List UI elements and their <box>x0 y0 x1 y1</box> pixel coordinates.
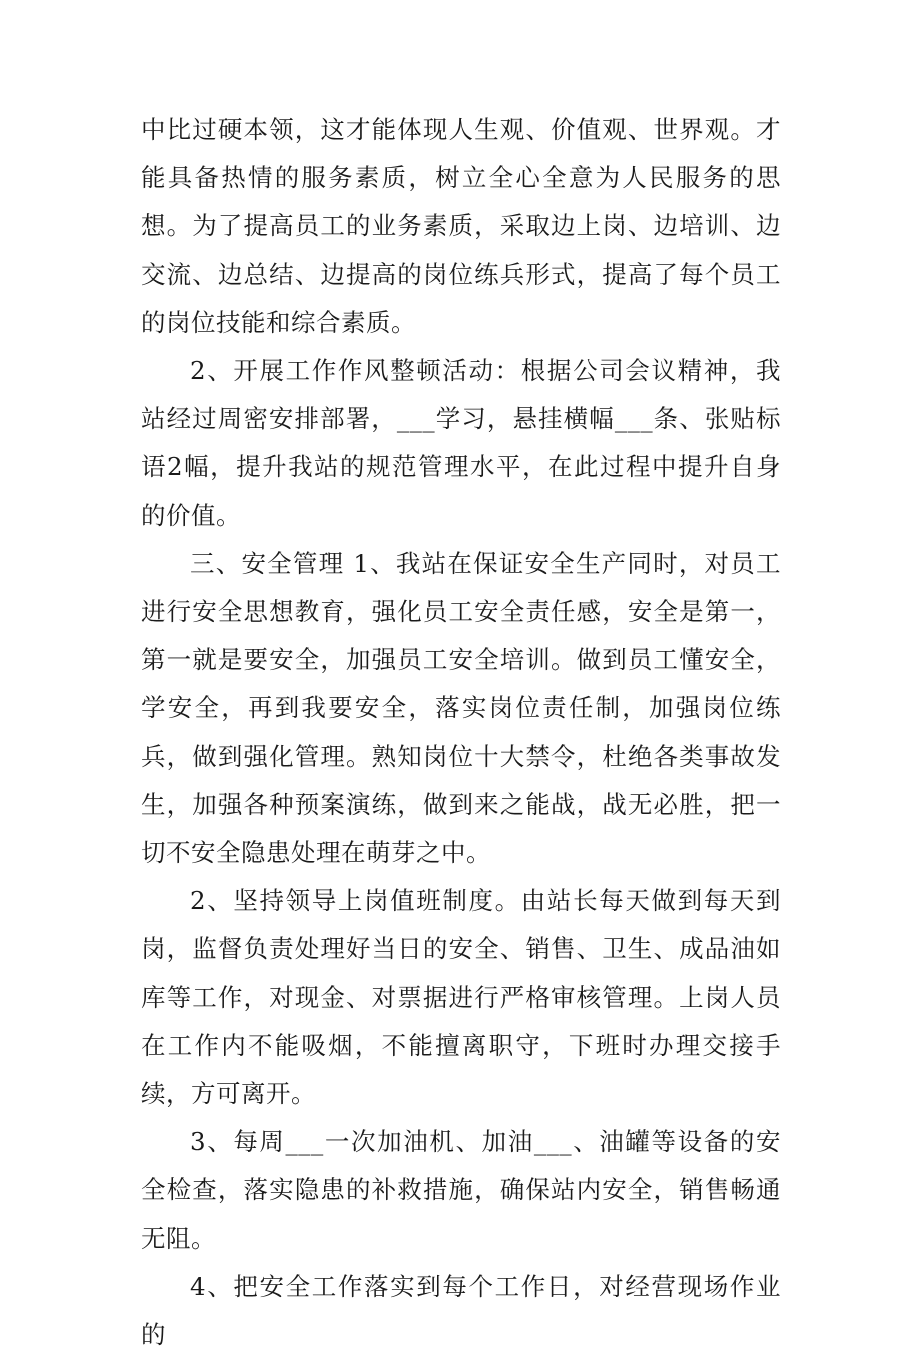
paragraph-1: 中比过硬本领，这才能体现人生观、价值观、世界观。才能具备热情的服务素质，树立全心全意为人民服务的思想。为了提高员工的业务素质，采取边上岗、边培训、边交流、边总结、边提高的岗位练兵形式，提高了每个员工的岗位技能和综合素质。 <box>141 115 781 337</box>
paragraph-6: 4、把安全工作落实到每个工作日，对经营现场作业的 <box>141 1271 781 1350</box>
paragraph-2: 2、开展工作作风整顿活动：根据公司会议精神，我站经过周密安排部署，___学习，悬挂横幅___条、张贴标语2幅，提升我站的规范管理水平，在此过程中提升自身的价值。 <box>141 356 781 530</box>
paragraph-5: 3、每周___一次加油机、加油___、油罐等设备的安全检查，落实隐患的补救措施，确保站内安全，销售畅通无阻。 <box>141 1127 781 1253</box>
paragraph-4: 2、坚持领导上岗值班制度。由站长每天做到每天到岗，监督负责处理好当日的安全、销售、卫生、成品油如库等工作，对现金、对票据进行严格审核管理。上岗人员在工作内不能吸烟，不能擅离职守，下班时办理交接手续，方可离开。 <box>141 886 781 1109</box>
document-body <box>141 106 781 1359</box>
paragraph-3: 三、安全管理 1、我站在保证安全生产同时，对员工进行安全思想教育，强化员工安全责任感，安全是第一，第一就是要安全，加强员工安全培训。做到员工懂安全，学安全，再到我要安全，落实岗位责任制，加强岗位练兵，做到强化管理。熟知岗位十大禁令，杜绝各类事故发生，加强各种预案演练，做到来之能战，战无必胜，把一切不安全隐患处理在萌芽之中。 <box>141 548 781 868</box>
